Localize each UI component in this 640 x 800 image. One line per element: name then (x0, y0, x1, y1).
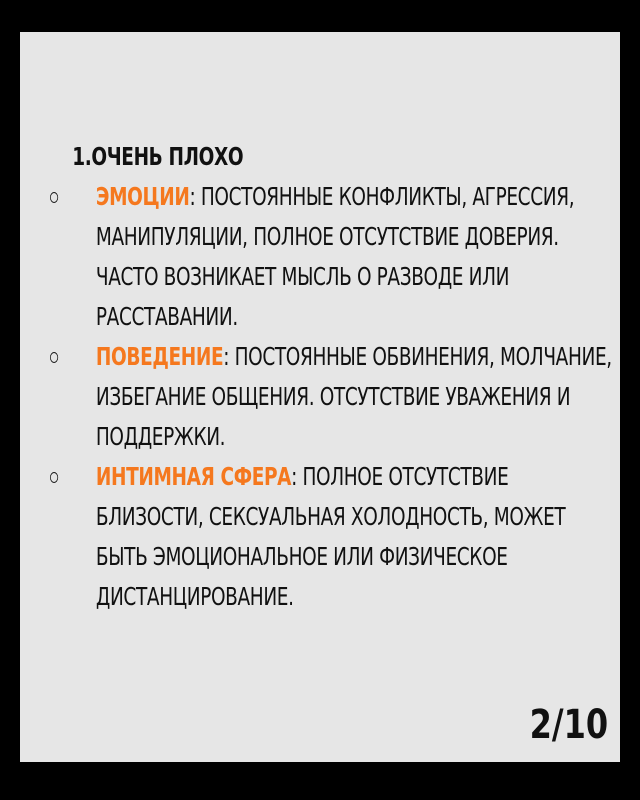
circle-bullet-icon (50, 352, 58, 363)
term-behavior: ПОВЕДЕНИЕ (95, 342, 224, 371)
term-intimacy: ИНТИМНАЯ СФЕРА (95, 462, 292, 491)
list-item-intimacy (50, 457, 612, 617)
slide-card (20, 32, 620, 762)
slide-content (50, 137, 612, 617)
description-behavior: : ПОСТОЯННЫЕ ОБВИНЕНИЯ, МОЛЧАНИЕ, ИЗБЕГАНИЕ ОБЩЕНИЯ. ОТСУТСТВИЕ УВАЖЕНИЯ И ПОДДЕРЖКИ. (95, 342, 612, 451)
section-heading: 1.ОЧЕНЬ ПЛОХО (72, 142, 244, 171)
circle-bullet-icon (50, 192, 58, 203)
description-intimacy: : ПОЛНОЕ ОТСУТСТВИЕ БЛИЗОСТИ, СЕКСУАЛЬНАЯ ХОЛОДНОСТЬ, МОЖЕТ БЫТЬ ЭМОЦИОНАЛЬНОЕ ИЛИ ФИЗИЧЕСКОЕ ДИСТАНЦИРОВАНИЕ. (95, 462, 566, 611)
list-item-behavior (50, 337, 612, 457)
page-number: 2/10 (529, 702, 608, 748)
term-emotions: ЭМОЦИИ (95, 182, 190, 211)
description-emotions: : ПОСТОЯННЫЕ КОНФЛИКТЫ, АГРЕССИЯ, МАНИПУЛЯЦИИ, ПОЛНОЕ ОТСУТСТВИЕ ДОВЕРИЯ. ЧАСТО ВОЗНИКАЕТ МЫСЛЬ О РАЗВОДЕ ИЛИ РАССТАВАНИИ. (95, 182, 575, 331)
list-item-emotions (50, 177, 612, 337)
circle-bullet-icon (50, 472, 58, 483)
